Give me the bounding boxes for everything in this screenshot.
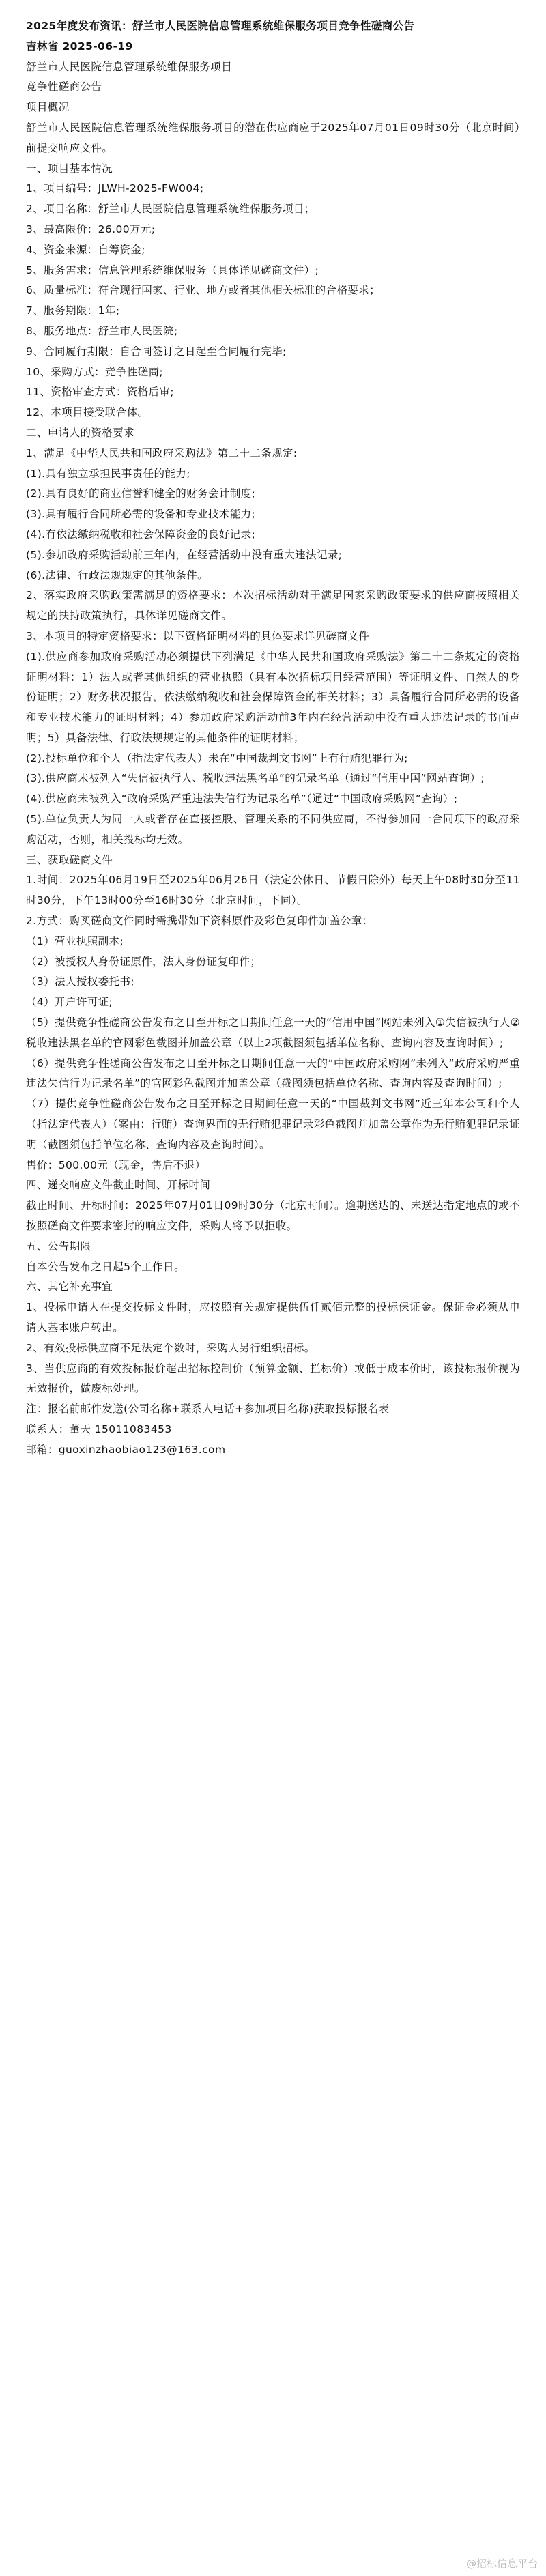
section-6-heading: 六、其它补充事宜 — [26, 1280, 113, 1293]
section-1-heading: 一、项目基本情况 — [26, 162, 113, 175]
section-2-intro: 1、满足《中华人民共和国政府采购法》第二十二条规定: — [26, 446, 298, 459]
list-item: （2）被授权人身份证原件，法人身份证复印件； — [26, 955, 261, 968]
list-item: 3、当供应商的有效投标报价超出招标控制价（预算金额、拦标价）或低于成本价时，该投标报价视为无效报价，做废标处理。 — [26, 1362, 520, 1395]
policy-requirements: 2、落实政府采购政策需满足的资格要求：本次招标活动对于满足国家采购政策要求的供应商按照相关规定的扶持政策执行，具体详见磋商文件。 — [26, 589, 520, 622]
document-price: 售价：500.00元（现金，售后不退） — [26, 1158, 206, 1171]
list-item: （1）营业执照副本; — [26, 934, 124, 947]
acquisition-method: 2.方式：购买磋商文件同时需携带如下资料原件及彩色复印件加盖公章： — [26, 915, 373, 928]
list-item: 4、资金来源：自筹资金; — [26, 243, 145, 256]
list-item: 6、质量标准：符合现行国家、行业、地方或者其他相关标准的合格要求； — [26, 284, 381, 297]
watermark-text: @招标信息平台 — [465, 2558, 538, 2570]
list-item: （3）法人授权委托书; — [26, 975, 134, 988]
list-item: （4）开户许可证; — [26, 996, 113, 1009]
list-item: 9、合同履行期限：自合同签订之日起至合同履行完毕; — [26, 345, 287, 358]
list-item: （7）提供竞争性磋商公告发布之日至开标之日期间任意一天的“中国裁判文书网”近三年本公司和个人（指法定代表人）（案由：行贿）查询界面的无行贿犯罪记录彩色截图并加盖公章作为无行贿犯罪记录证明（截图须包括单位名称、查询内容及查询时间）。 — [26, 1098, 520, 1151]
list-item: （6）提供竞争性磋商公告发布之日至开标之日期间任意一天的“中国政府采购网”未列入“政府采购严重违法失信行为记录名单”的官网彩色截图并加盖公章（截图须包括单位名称、查询内容及查询时间）; — [26, 1057, 520, 1090]
list-item: 11、资格审查方式：资格后审; — [26, 386, 174, 399]
list-item: (1).具有独立承担民事责任的能力; — [26, 467, 190, 480]
contact-person: 联系人：董天 15011083453 — [26, 1422, 172, 1435]
announcement-title: 2025年度发布资讯：舒兰市人民医院信息管理系统维保服务项目竞争性磋商公告 — [26, 20, 415, 32]
list-item: 1、项目编号：JLWH-2025-FW004; — [26, 182, 204, 195]
list-item: (5).单位负责人为同一人或者存在直接控股、管理关系的不同供应商，不得参加同一合同项下的政府采购活动，否则，相关投标均无效。 — [26, 813, 520, 846]
list-item: (6).法律、行政法规规定的其他条件。 — [26, 569, 208, 582]
specific-requirements: 3、本项目的特定资格要求：以下资格证明材料的具体要求详见磋商文件 — [26, 629, 370, 642]
list-item: (2).投标单位和个人（指法定代表人）未在“中国裁判文书网”上有行贿犯罪行为; — [26, 752, 408, 764]
overview-text: 舒兰市人民医院信息管理系统维保服务项目的潜在供应商应于2025年07月01日09时30分（北京时间）前提交响应文件。 — [26, 121, 520, 154]
list-item: 5、服务需求：信息管理系统维保服务（具体详见磋商文件）; — [26, 263, 319, 276]
acquisition-time: 1.时间：2025年06月19日至2025年06月26日（法定公休日、节假日除外）每天上午08时30分至11时30分，下午13时00分至16时30分（北京时间，下同）。 — [26, 874, 520, 907]
list-item: 注：报名前邮件发送(公司名称+联系人电话+参加项目名称)获取投标报名表 — [26, 1403, 390, 1416]
section-5-heading: 五、公告期限 — [26, 1240, 91, 1253]
list-item: (4).有依法缴纳税收和社会保障资金的良好记录; — [26, 528, 256, 541]
list-item: (4).供应商未被列入“政府采购严重违法失信行为记录名单”（通过“中国政府采购网”查询）; — [26, 792, 458, 805]
overview-heading: 项目概况 — [26, 101, 70, 114]
list-item: (3).供应商未被列入“失信被执行人、税收违法黑名单”的记录名单（通过“信用中国”网站查询）; — [26, 772, 485, 785]
list-item: (5).参加政府采购活动前三年内，在经营活动中没有重大违法记录; — [26, 548, 343, 561]
list-item: (2).具有良好的商业信誉和健全的财务会计制度; — [26, 487, 256, 500]
contact-email: 邮箱：guoxinzhaobiao123@163.com — [26, 1443, 226, 1456]
region-date: 吉林省 2025-06-19 — [26, 40, 133, 53]
list-item: (1).供应商参加政府采购活动必须提供下列满足《中华人民共和国政府采购法》第二十二条规定的资格证明材料：1）法人或者其他组织的营业执照（具有本次招标项目经营范围）等证明文件、自然人的身份证明；2）财务状况报告，依法缴纳税收和社会保障资金的相关材料；3）具备履行合同所必需的设备和专业技术能力的证明材料；4）参加政府采购活动前3年内在经营活动中没有重大违法记录的书面声明；5）具备法律、行政法规规定的其他条件的证明材料； — [26, 650, 520, 744]
section-4-heading: 四、递交响应文件截止时间、开标时间 — [26, 1179, 211, 1192]
section-3-heading: 三、获取磋商文件 — [26, 853, 113, 866]
list-item: 3、最高限价：26.00万元; — [26, 223, 156, 235]
list-item: 2、有效投标供应商不足法定个数时，采购人另行组织招标。 — [26, 1341, 315, 1354]
list-item: (3).具有履行合同所必需的设备和专业技术能力; — [26, 508, 256, 521]
list-item: 2、项目名称：舒兰市人民医院信息管理系统维保服务项目； — [26, 203, 315, 216]
deadline-text: 截止时间、开标时间：2025年07月01日09时30分（北京时间）。逾期送达的、未送达指定地点的或不按照磋商文件要求密封的响应文件，采购人将予以拒收。 — [26, 1199, 520, 1233]
list-item: 1、投标申请人在提交投标文件时，应按照有关规定提供伍仟贰佰元整的投标保证金。保证金必须从申请人基本账户转出。 — [26, 1301, 520, 1334]
list-item: 7、服务期限：1年; — [26, 304, 120, 317]
notice-period-text: 自本公告发布之日起5个工作日。 — [26, 1260, 185, 1273]
list-item: 12、本项目接受联合体。 — [26, 406, 149, 419]
section-2-heading: 二、申请人的资格要求 — [26, 426, 135, 439]
list-item: 10、采购方式：竞争性磋商; — [26, 365, 164, 378]
list-item: 8、服务地点：舒兰市人民医院; — [26, 324, 178, 337]
project-line: 舒兰市人民医院信息管理系统维保服务项目 — [26, 60, 233, 73]
list-item: （5）提供竞争性磋商公告发布之日至开标之日期间任意一天的“信用中国”网站未列入①失信被执行人②税收违法黑名单的官网彩色截图并加盖公章（以上2项截图须包括单位名称、查询内容及查询时间）; — [26, 1016, 520, 1049]
notice-type: 竞争性磋商公告 — [26, 81, 102, 94]
